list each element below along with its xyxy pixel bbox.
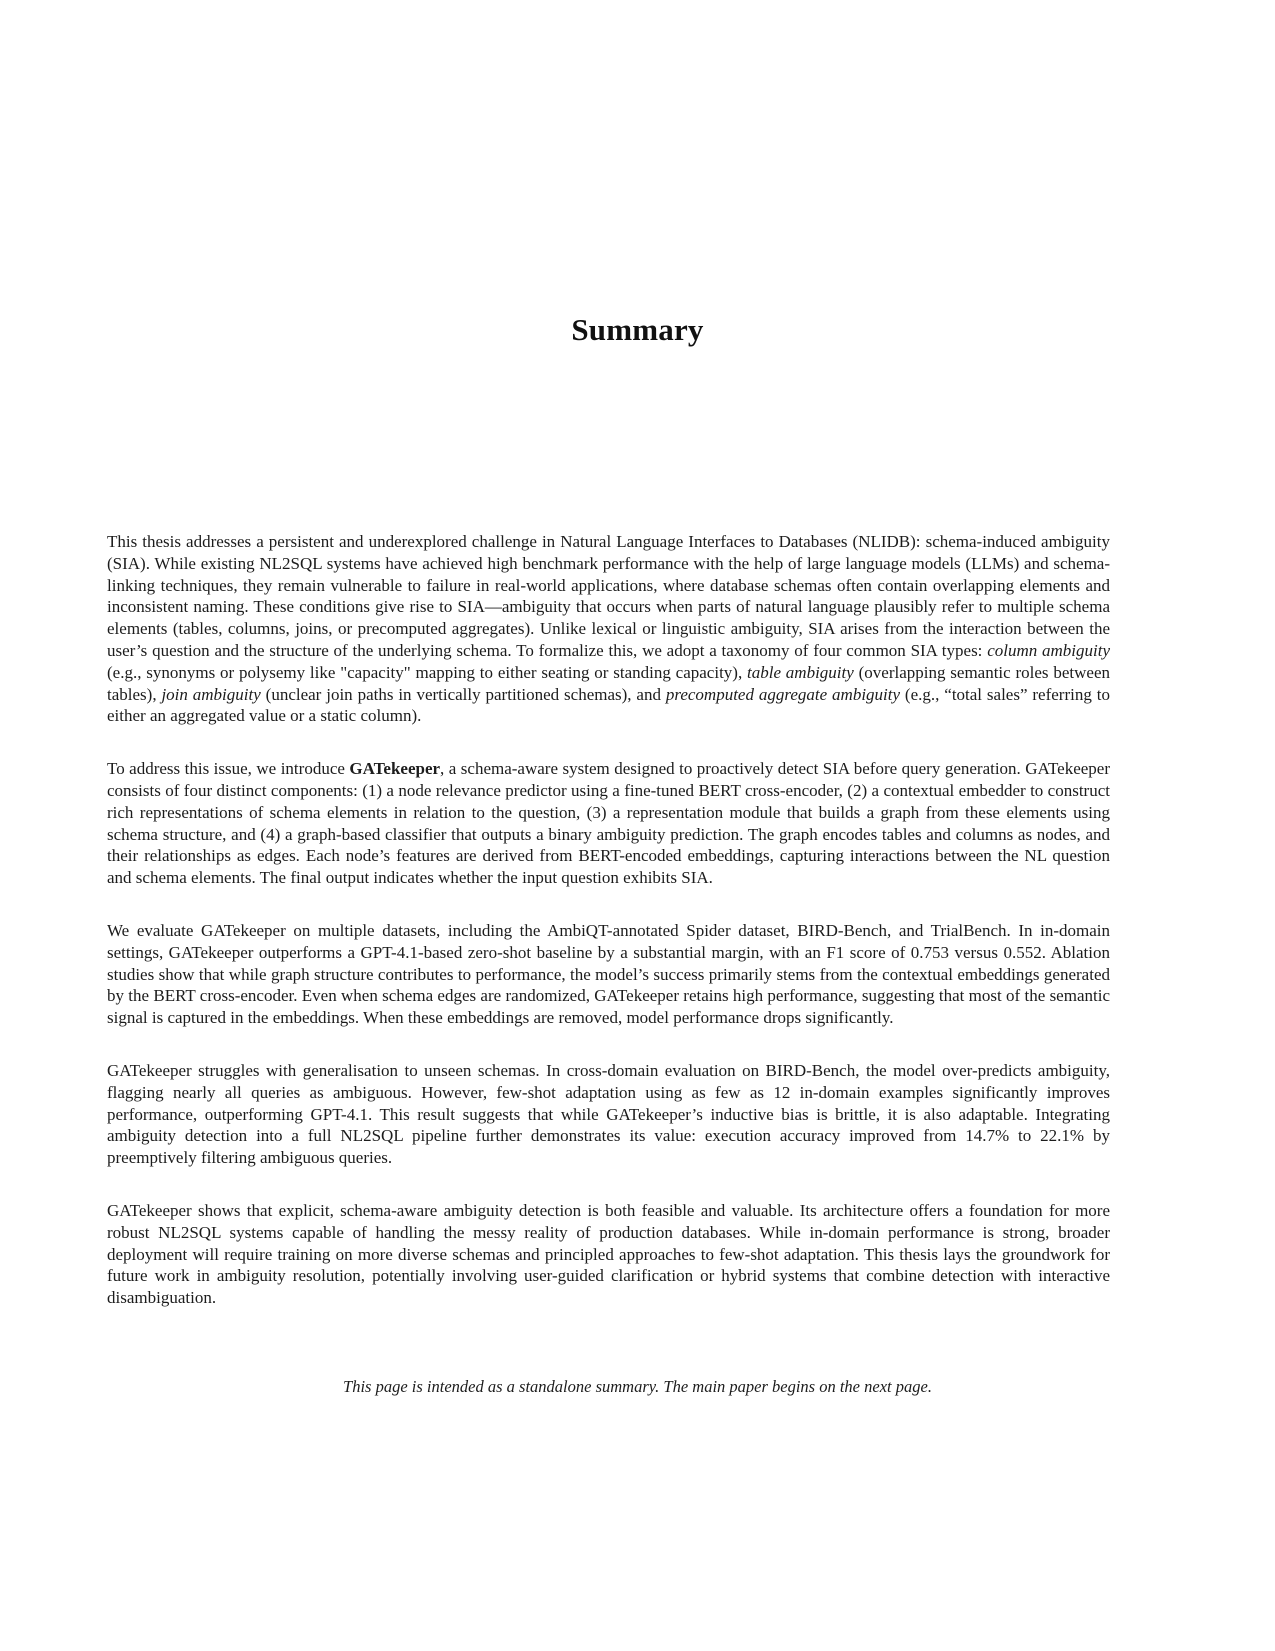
page-title: Summary	[571, 311, 704, 347]
text-segment: (e.g., synonyms or polysemy like "capacity" mapping to either seating or standing capacity),	[107, 662, 748, 682]
text-segment: column ambiguity	[987, 640, 1110, 660]
paragraph-gatekeeper-architecture	[107, 758, 1110, 889]
text-segment: , a schema-aware system designed to proactively detect SIA before query generation. GATekeeper consists of four distinct components: (1) a node relevance predictor using a fine-tuned BERT cross-encoder, (2) a contextual embedder to construct rich representations of schema elements in relation to the question, (3) a representation module that builds a graph from these elements using schema structure, and (4) a graph-based classifier that outputs a binary ambiguity prediction. The graph encodes tables and columns as nodes, and their relationships as edges. Each node’s features are derived from BERT-encoded embeddings, capturing interactions between the NL question and schema elements. The final output indicates whether the input question exhibits SIA.	[107, 759, 1110, 888]
text-segment: GATekeeper struggles with generalisation to unseen schemas. In cross-domain evaluation on BIRD-Bench, the model over-predicts ambiguity, flagging nearly all queries as ambiguous. However, few-shot adaptation using as few as 12 in-domain examples significantly improves performance, outperforming GPT-4.1. This result suggests that while GATekeeper’s inductive bias is brittle, it is also adaptable. Integrating ambiguity detection into a full NL2SQL pipeline further demonstrates its value: execution accuracy improved from 14.7% to 22.1% by preemptively filtering ambiguous queries.	[107, 1060, 1110, 1168]
text-segment: GATekeeper	[349, 759, 441, 779]
text-segment: (e.g., “total sales” referring to either an aggregated value or a static column).	[107, 684, 1110, 726]
text-segment: This thesis addresses a persistent and underexplored challenge in Natural Language Interfaces to Databases (NLIDB): schema-induced ambiguity (SIA). While existing NL2SQL systems have achieved high benchmark performance with the help of large language models (LLMs) and schema-linking techniques, they remain vulnerable to failure in real-world applications, where database schemas often contain overlapping elements and inconsistent naming. These conditions give rise to SIA—ambiguity that occurs when parts of natural language plausibly refer to multiple schema elements (tables, columns, joins, or precomputed aggregates). Unlike lexical or linguistic ambiguity, SIA arises from the interaction between the user’s question and the structure of the underlying schema. To formalize this, we adopt a taxonomy of four common SIA types:	[107, 532, 1110, 660]
text-segment: To address this issue, we introduce	[107, 759, 350, 779]
paragraph-generalisation	[107, 1060, 1110, 1169]
text-segment: precomputed aggregate ambiguity	[665, 684, 901, 704]
paragraph-intro-sia	[107, 531, 1110, 727]
text-segment: (unclear join paths in vertically partitioned schemas), and	[260, 684, 666, 704]
standalone-summary-note: This page is intended as a standalone summary. The main paper begins on the next page.	[343, 1377, 932, 1396]
text-segment: (overlapping semantic roles between tables),	[107, 662, 1110, 704]
text-segment: table ambiguity	[747, 662, 854, 682]
text-segment: join ambiguity	[161, 684, 261, 704]
summary-body	[107, 531, 1110, 1340]
text-segment: GATekeeper shows that explicit, schema-aware ambiguity detection is both feasible and valuable. Its architecture offers a foundation for more robust NL2SQL systems capable of handling the messy reality of production databases. While in-domain performance is strong, broader deployment will require training on more diverse schemas and principled approaches to few-shot adaptation. This thesis lays the groundwork for future work in ambiguity resolution, potentially involving user-guided clarification or hybrid systems that combine detection with interactive disambiguation.	[107, 1200, 1110, 1308]
text-segment: We evaluate GATekeeper on multiple datasets, including the AmbiQT-annotated Spider dataset, BIRD-Bench, and TrialBench. In in-domain settings, GATekeeper outperforms a GPT-4.1-based zero-shot baseline by a substantial margin, with an F1 score of 0.753 versus 0.552. Ablation studies show that while graph structure contributes to performance, the model’s success primarily stems from the contextual embeddings generated by the BERT cross-encoder. Even when schema edges are randomized, GATekeeper retains high performance, suggesting that most of the semantic signal is captured in the embeddings. When these embeddings are removed, model performance drops significantly.	[107, 920, 1110, 1028]
paragraph-evaluation-results	[107, 920, 1110, 1029]
paragraph-conclusion	[107, 1200, 1110, 1309]
